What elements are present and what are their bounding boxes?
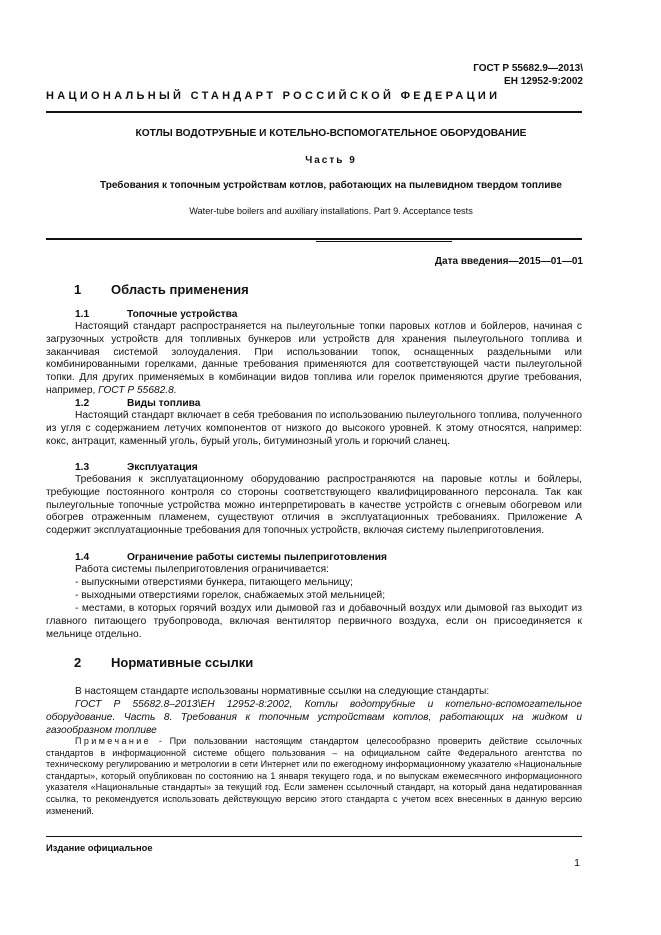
subsection-1-2-text: Настоящий стандарт включает в себя требования по использованию пылеугольного топлива, полученного из угля с содержанием летучих компонентов от низкого до высокого уровней. К этому относятся, например: кокс, антрацит, каменный уголь, бурый уголь, битуминозный уголь и горючий сланец. [46,410,582,447]
standard-reference: ГОСТ Р 55682.8. [98,384,177,396]
page-number: 1 [574,857,580,869]
section-1-heading [74,282,374,298]
list-item: - местами, в которых горячий воздух или дымовой газ и добавочный воздух или дымовой газ выходит из главного питающего трубопровода, включая вентилятор первичного воздуха, если он присоединяется к мельнице отдельно. [46,603,582,640]
subsection-1-3-title: Эксплуатация [127,462,198,473]
note-block [46,736,582,817]
subsection-1-1-number: 1.1 [75,309,90,320]
subsection-1-3-text: Требования к эксплуатационному оборудованию распространяются на паровые котлы и бойлеры, требующие постоянного контроля со стороны соответствующего квалифицированного персонала. Так как пылеугольные топочные устройства можно интерпретировать в качестве устройств с огневым обогревом или обогрев отраженным пламенем, существуют отличия в эксплуатационных требованиях. Приложение А содержит эксплуатационные требования для топочных устройств, включая систему пылеприготовления. [46,474,582,537]
standard-code-line-2: ЕН 12952-9:2002 [504,76,583,87]
list-item: - выпускными отверстиями бункера, питающего мельницу; [75,577,353,588]
section-2-number: 2 [74,655,82,670]
standard-code-line-1: ГОСТ Р 55682.9—2013\ [473,63,583,74]
list-item: - выходными отверстиями горелок, снабжаемых этой мельницей; [75,590,386,601]
top-rule [46,111,582,113]
section-1-number: 1 [74,282,82,297]
subsection-1-3-number: 1.3 [75,462,90,473]
title-short-rule [316,241,452,242]
subsection-1-4-title: Ограничение работы системы пылеприготовления [127,552,387,563]
subsection-1-2-number: 1.2 [75,398,90,409]
subsection-1-1-text [46,321,582,398]
national-standard-banner: НАЦИОНАЛЬНЫЙ СТАНДАРТ РОССИЙСКОЙ ФЕДЕРАЦИИ [46,90,501,102]
subsection-1-4-intro: Работа системы пылеприготовления ограничивается: [75,564,329,575]
subsection-1-1-title: Топочные устройства [127,309,238,320]
normative-reference: ГОСТ Р 55682.8–2013\ЕН 12952-8:2002, Котлы водотрубные и котельно-вспомогательное оборудование. Часть 8. Требования к топочным устройствам котлов, работающих на жидком и газообразном топливе [46,699,582,736]
section-2-title: Нормативные ссылки [111,655,254,670]
document-title: КОТЛЫ ВОДОТРУБНЫЕ И КОТЕЛЬНО-ВСПОМОГАТЕЛЬНОЕ ОБОРУДОВАНИЕ [135,128,527,139]
edition-label: Издание официальное [46,842,153,853]
note-label: Примечание [75,736,152,746]
document-subtitle: Требования к топочным устройствам котлов, работающих на пылевидном твердом топливе [100,180,562,191]
note-text: - При пользовании настоящим стандартом целесообразно проверить действие ссылочных стандартов в информационной системе общего пользования – на официальном сайте Федерального агентства по техническому регулированию и метрологии в сети Интернет или по ежегодному информационному указателю «Национальные стандарты», который опубликован по состоянию на 1 января текущего года, и по выпускам ежемесячного информационного указателя «Национальные стандарты» за текущий год. Если заменен ссылочный стандарт, на который дана недатированная ссылка, то рекомендуется использовать действующую версию этого стандарта с учетом всех внесенных в данную версию изменений. [46,736,582,816]
part-label: Часть 9 [305,155,357,166]
introduction-date: Дата введения—2015—01—01 [434,256,583,267]
paragraph-text: Настоящий стандарт распространяется на пылеугольные топки паровых котлов и бойлеров, начиная с загрузочных устройств для топливных бункеров или устройств для хранения пылеугольного топлива и заканчивая системой золоудаления. При использовании топок, оснащенных раздельными или комбинированными горелками, данные требования применяются для соответствующей части пылеугольной топки. Для других применяемых в комбинации видов топлива или горелок применяются другие требования, например, [46,321,582,396]
footer-rule [46,836,582,837]
title-rule [46,238,582,240]
english-title: Water-tube boilers and auxiliary installations. Part 9. Acceptance tests [189,206,473,216]
section-2-heading [74,655,374,671]
section-2-intro: В настоящем стандарте использованы нормативные ссылки на следующие стандарты: [75,686,490,697]
subsection-1-2-title: Виды топлива [127,398,201,409]
subsection-1-4-number: 1.4 [75,552,90,563]
section-1-title: Область применения [111,282,249,297]
